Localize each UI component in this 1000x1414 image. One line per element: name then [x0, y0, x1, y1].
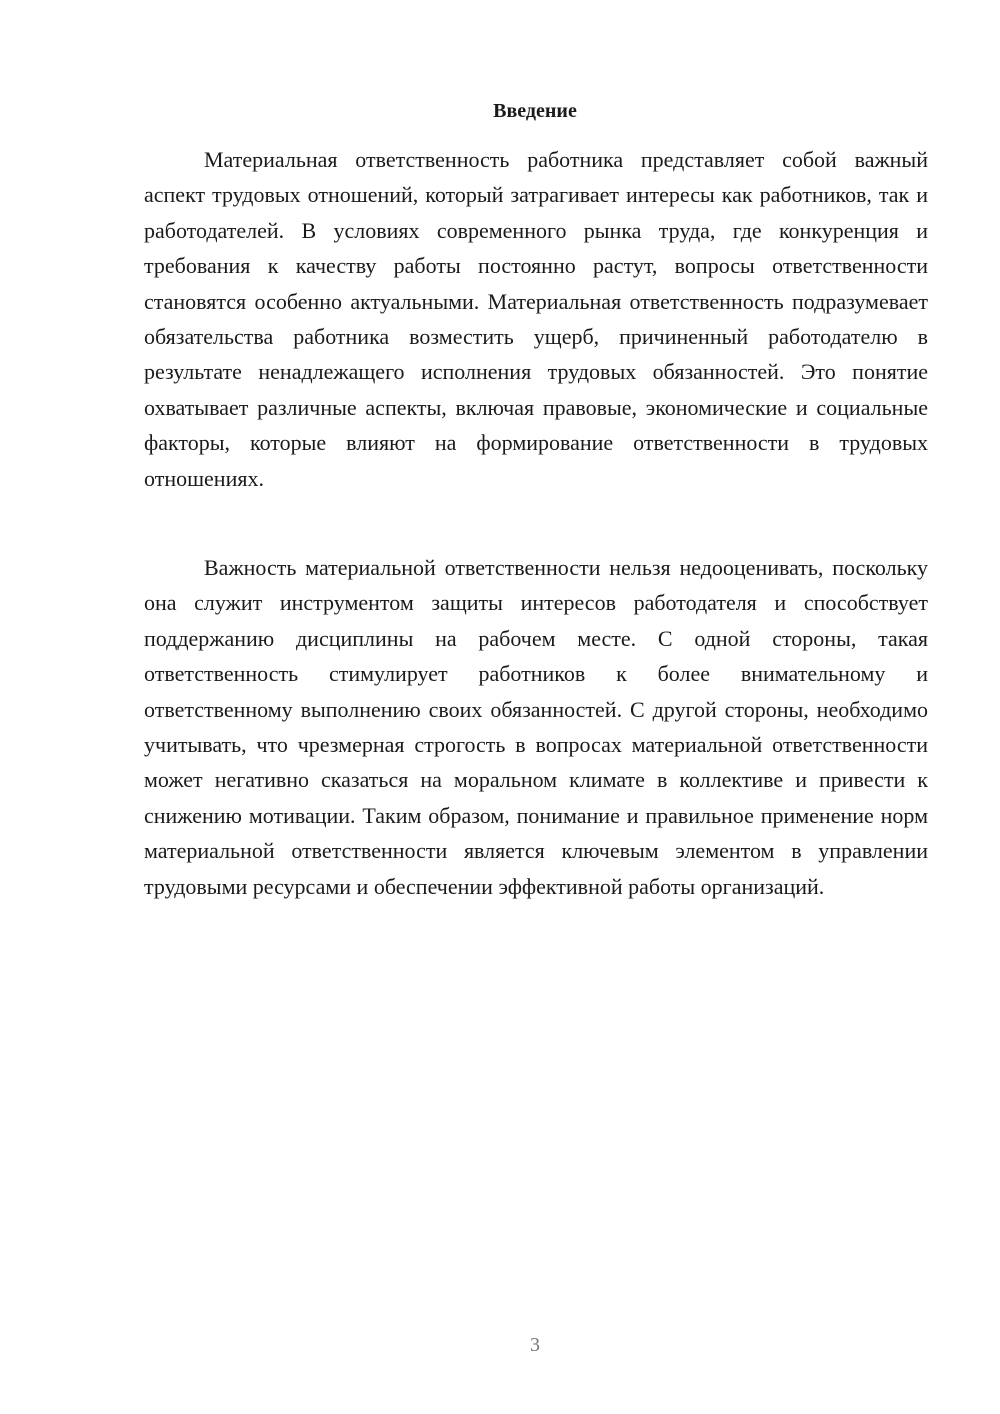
paragraph-intro: Материальная ответственность работника представляет собой важный аспект трудовых отношений, который затрагивает интересы как работников, так и работодателей. В условиях современного рынка труда, где конкуренция и требования к качеству работы постоянно растут, вопросы ответственности становятся особенно актуальными. Материальная ответственность подразумевает обязательства работника возместить ущерб, причиненный работодателю в результате ненадлежащего исполнения трудовых обязанностей. Это понятие охватывает различные аспекты, включая правовые, экономические и социальные факторы, которые влияют на формирование ответственности в трудовых отношениях.	[144, 147, 928, 491]
page-number: 3	[530, 1334, 540, 1356]
section-heading: Введение	[493, 100, 577, 122]
paragraph-importance: Важность материальной ответственности нельзя недооценивать, поскольку она служит инструментом защиты интересов работодателя и способствует поддержанию дисциплины на рабочем месте. С одной стороны, такая ответственность стимулирует работников к более внимательному и ответственному выполнению своих обязанностей. С другой стороны, необходимо учитывать, что чрезмерная строгость в вопросах материальной ответственности может негативно сказаться на моральном климате в коллективе и привести к снижению мотивации. Таким образом, понимание и правильное применение норм материальной ответственности является ключевым элементом в управлении трудовыми ресурсами и обеспечении эффективной работы организаций.	[144, 555, 928, 899]
